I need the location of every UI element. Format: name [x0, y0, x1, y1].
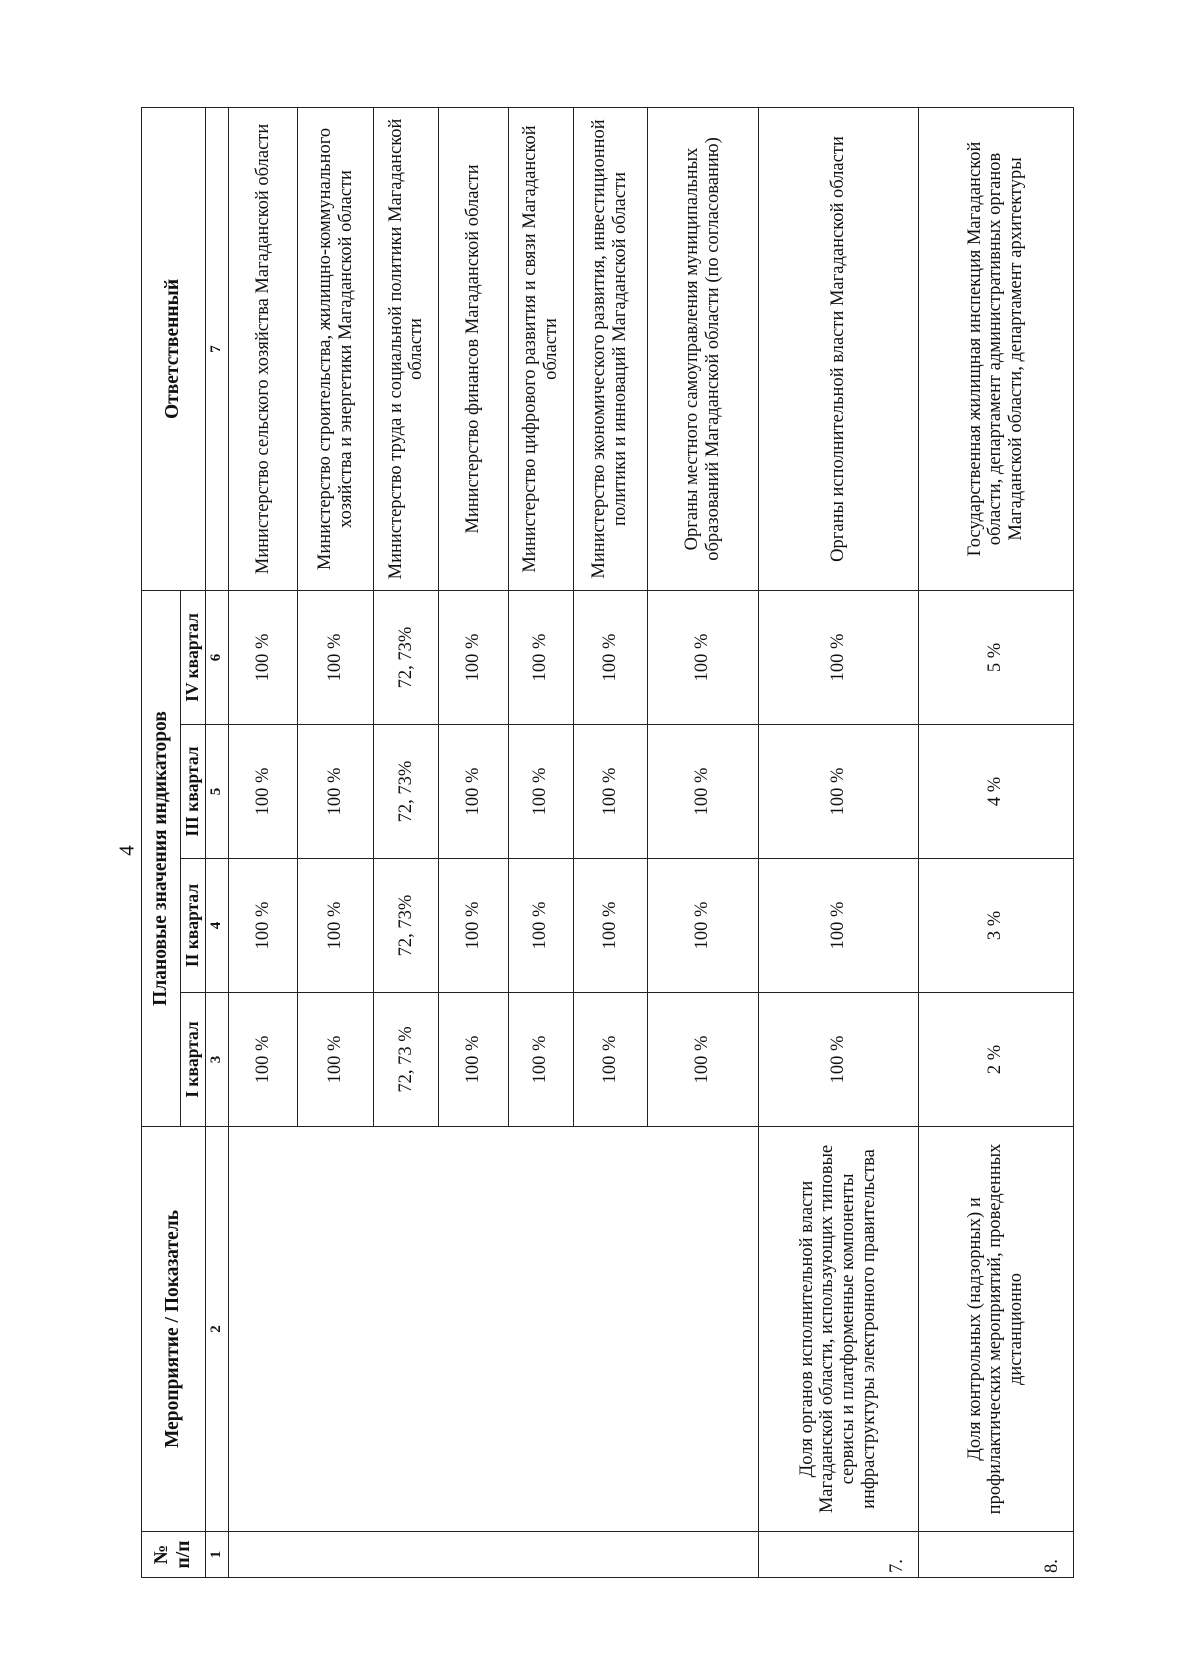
indicators-table-wrapper: [141, 108, 1074, 1578]
header-q4: IV квартал: [180, 590, 205, 724]
responsible-cell: Органы местного самоуправления муниципальных образований Магаданской области (по согласованию): [647, 107, 758, 590]
table-row: [758, 107, 918, 1577]
responsible-cell: Органы исполнительной власти Магаданской области: [758, 107, 918, 590]
column-index: 2: [205, 1127, 228, 1532]
responsible-cell: Министерство цифрового развития и связи Магаданской области: [508, 107, 573, 590]
responsible-cell: Государственная жилищная инспекция Магаданской области, департамент административных органов Магаданской области, департамент архитектуры: [918, 107, 1073, 590]
column-index: 5: [205, 725, 228, 859]
value-q1: 100 %: [298, 993, 374, 1127]
value-q4: 100 %: [573, 590, 647, 724]
value-q4: 5 %: [918, 590, 1073, 724]
table-row: [918, 107, 1073, 1577]
indicators-table: [141, 107, 1074, 1578]
responsible-cell: Министерство труда и социальной политики Магаданской области: [374, 107, 439, 590]
value-q2: 100 %: [229, 859, 298, 993]
value-q3: 100 %: [573, 725, 647, 859]
value-q4: 100 %: [758, 590, 918, 724]
column-index-row: [205, 107, 228, 1577]
value-q4: 100 %: [439, 590, 508, 724]
header-planned-values: Плановые значения индикаторов: [142, 590, 181, 1126]
value-q3: 100 %: [439, 725, 508, 859]
value-q3: 100 %: [647, 725, 758, 859]
value-q1: 100 %: [758, 993, 918, 1127]
row-number: 8.: [918, 1532, 1073, 1578]
event-cell: Доля органов исполнительной власти Магаданской области, использующих типовые сервисы и платформенные компоненты инфраструктуры электронного правительства: [758, 1127, 918, 1532]
value-q4: 72, 73%: [374, 590, 439, 724]
event-cell: Доля контрольных (надзорных) и профилактических мероприятий, проведенных дистанционно: [918, 1127, 1073, 1532]
page-number: 4: [114, 845, 139, 856]
header-q2: II квартал: [180, 859, 205, 993]
column-index: 7: [205, 107, 228, 590]
responsible-cell: Министерство строительства, жилищно-коммунального хозяйства и энергетики Магаданской области: [298, 107, 374, 590]
value-q2: 100 %: [573, 859, 647, 993]
value-q1: 100 %: [439, 993, 508, 1127]
value-q4: 100 %: [647, 590, 758, 724]
value-q1: 100 %: [647, 993, 758, 1127]
row6-event-cell: [229, 1127, 759, 1532]
value-q2: 100 %: [508, 859, 573, 993]
column-index: 6: [205, 590, 228, 724]
value-q3: 100 %: [298, 725, 374, 859]
table-row: [229, 107, 298, 1577]
value-q1: 100 %: [573, 993, 647, 1127]
value-q3: 100 %: [508, 725, 573, 859]
header-row: [142, 107, 181, 1577]
value-q3: 100 %: [229, 725, 298, 859]
value-q2: 100 %: [439, 859, 508, 993]
value-q1: 100 %: [229, 993, 298, 1127]
value-q2: 3 %: [918, 859, 1073, 993]
value-q2: 72, 73%: [374, 859, 439, 993]
value-q2: 100 %: [298, 859, 374, 993]
header-q3: III квартал: [180, 725, 205, 859]
row-number: 7.: [758, 1532, 918, 1578]
column-index: 1: [205, 1532, 228, 1578]
header-num: № п/п: [142, 1532, 206, 1578]
value-q1: 100 %: [508, 993, 573, 1127]
responsible-cell: Министерство финансов Магаданской области: [439, 107, 508, 590]
value-q1: 72, 73 %: [374, 993, 439, 1127]
row6-num-cell: [229, 1532, 759, 1578]
header-responsible: Ответственный: [142, 107, 206, 590]
value-q1: 2 %: [918, 993, 1073, 1127]
responsible-cell: Министерство сельского хозяйства Магаданской области: [229, 107, 298, 590]
value-q4: 100 %: [508, 590, 573, 724]
responsible-cell: Министерство экономического развития, инвестиционной политики и инноваций Магаданской области: [573, 107, 647, 590]
value-q2: 100 %: [758, 859, 918, 993]
value-q4: 100 %: [229, 590, 298, 724]
value-q3: 72, 73%: [374, 725, 439, 859]
value-q2: 100 %: [647, 859, 758, 993]
value-q3: 100 %: [758, 725, 918, 859]
value-q4: 100 %: [298, 590, 374, 724]
column-index: 3: [205, 993, 228, 1127]
column-index: 4: [205, 859, 228, 993]
value-q3: 4 %: [918, 725, 1073, 859]
header-event: Мероприятие / Показатель: [142, 1127, 206, 1532]
header-q1: I квартал: [180, 993, 205, 1127]
